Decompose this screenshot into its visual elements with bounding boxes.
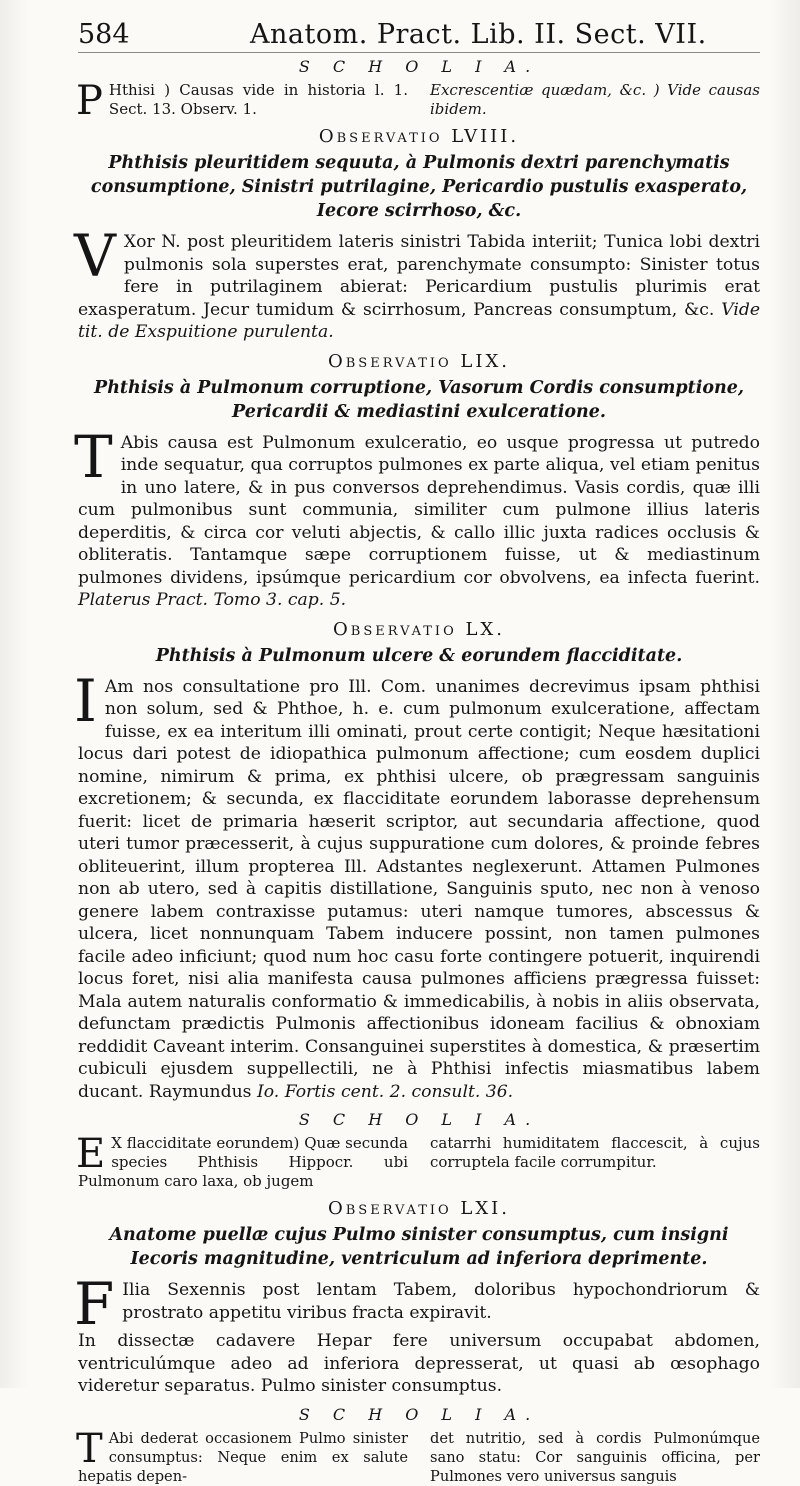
scholia-right-text: det nutritio, sed à cordis Pulmonúmque sano statu: Cor sanguinis officina, per Pulmones vero universus sanguis	[430, 1429, 760, 1485]
observation-text	[74, 222, 760, 344]
reference: Platerus Pract. Tomo 3. cap. 5.	[78, 590, 347, 610]
top-scholia-right	[430, 81, 760, 119]
observation-text	[74, 422, 760, 612]
scholia-heading: S C H O L I A.	[298, 1404, 540, 1424]
observation-text	[74, 666, 760, 1104]
dropcap: T	[76, 1425, 103, 1472]
top-scholia-left-text: Hthisi ) Causas vide in historia l. 1. Sect. 13. Observ. 1.	[108, 81, 408, 118]
observation-heading: Observatio LIX.	[328, 350, 510, 372]
dropcap: F	[74, 1270, 115, 1338]
observation-title: Phthisis pleuritidem sequuta, à Pulmonis dextri parenchymatis consumptione, Sinistri putrilagine, Pericardio pustulis exasperato, Iecore scirrhoso, &c.	[90, 153, 748, 221]
observation-body: Ilia Sexennis post lentam Tabem, doloribus hypochondriorum & prostrato appetitu viribus fracta expiravit.	[122, 1280, 760, 1323]
dropcap: I	[74, 666, 97, 735]
dropcap: V	[74, 222, 116, 290]
observation-heading: Observatio LX.	[333, 618, 505, 640]
page-header	[78, 18, 760, 53]
observation-heading: Observatio LVIII.	[318, 126, 520, 147]
dropcap: P	[76, 78, 103, 124]
scholia-heading: S C H O L I A.	[298, 1110, 540, 1129]
running-title: Anatom. Pract. Lib. II. Sect. VII.	[250, 19, 707, 50]
scholia-left	[76, 1131, 408, 1191]
scholia-right-text: catarrhi humiditatem flaccescit, à cujus corruptela facile corrumpitur.	[430, 1134, 760, 1171]
top-scholia-right-text: Excrescentiæ quædam, &c. ) Vide causas ibidem.	[430, 81, 760, 118]
page-number: 584	[78, 19, 130, 50]
observation-text-continued	[78, 1330, 760, 1398]
reference: Vide tit. de Exspuitione purulenta.	[78, 299, 760, 342]
observation-text	[74, 1270, 760, 1338]
observation-body: Am nos consultatione pro Ill. Com. unanimes decrevimus ipsam phthisi non solum, sed & Phthoe, h. e. cum pulmonum exulceratione, affectam fuisse, ex ea interitum illi ominati, prout certe contigit; Neque hæsitationi locus dari potest de idiopathica pulmonum affectione; cum eosdem duplici nomine, nimirum & prima, ex phthisi ulcere, ob prægressam sanguinis excretionem; & secunda, ex flacciditate eorundem laborasse deprehensum fuerit: licet de primaria hæserit scriptor, aut secundaria affectione, quod uteri tumor præcesserit, à cujus suppuratione cum dolores, & proinde febres obliteuerint, illum propterea Ill. Adstantes neglexerunt. Attamen Pulmones non ab utero, sed à capitis distillatione, Sanguinis sputo, nec non à venoso genere labem contraxisse putamus: uteri namque tumores, abscessus & ulcera, licet nonnunquam Tabem inducere possint, non tamen pulmones facile adeo inficiunt; quod num hoc casu forte contingere potuerit, inquirendi locus foret, nisi alia manifesta causa pulmones afficiens prægressa fuisset: Mala autem naturalis conformatio & immedicabilis, à nobis in aliis observata, defunctam prædictis Pulmonis affectionibus idoneam facilius & obnoxiam reddidit Caveant interim. Consanguinei superstites à domestica, & præsertim cubiculi ejusdem suppellectili, ne à Phthisi infectis miasmatibus labem ducant. Raymundus	[78, 676, 760, 1102]
scholia-left	[76, 1425, 408, 1486]
scholia-right	[430, 1134, 760, 1191]
observation-title: Anatome puellæ cujus Pulmo sinister consumptus, cum insigni Iecoris magnitudine, ventriculum ad inferiora deprimente.	[109, 1225, 729, 1269]
top-scholia-left	[76, 78, 408, 124]
observation-body: In dissectæ cadavere Hepar fere universum occupabat abdomen, ventriculúmque adeo ad inferiora depresserat, ut quasi ab œsophago videretur separatus. Pulmo sinister consumptus.	[78, 1331, 760, 1396]
scholia-heading: S C H O L I A.	[298, 57, 540, 76]
scholia-left-text: Abi dederat occasionem Pulmo sinister consumptus: Neque enim ex salute hepatis depen-	[78, 1429, 408, 1485]
top-scholia	[76, 78, 760, 124]
observation-body: Xor N. post pleuritidem lateris sinistri Tabida interiit; Tunica lobi dextri pulmonis sola superstes erat, parenchymate consumpto: Sinister totus fere in putrilaginem abierat: Pericardium pustulis plurimis erat exasperatum. Jecur tumidum & scirrhosum, Pancreas consumptum, &c.	[78, 232, 760, 320]
dropcap: T	[74, 422, 113, 491]
scholia-left-text: X flacciditate eorundem) Quæ secunda species Phthisis Hippocr. ubi Pulmonum caro laxa, ob jugem	[78, 1134, 408, 1190]
dropcap: E	[76, 1131, 106, 1177]
scholia-right	[430, 1429, 760, 1486]
observation-title: Phthisis à Pulmonum ulcere & eorundem flacciditate.	[155, 645, 683, 666]
scholia-block	[76, 1425, 760, 1486]
observation-heading: Observatio LXI.	[328, 1198, 510, 1219]
observation-title: Phthisis à Pulmonum corruptione, Vasorum Cordis consumptione, Pericardii & mediastini exulceratione.	[94, 377, 744, 422]
scholia-block	[76, 1131, 760, 1191]
observation-body: Abis causa est Pulmonum exulceratio, eo usque progressa ut putredo inde sequatur, qua corruptos pulmones ex parte aliqua, vel etiam penitus in uno latere, & in pus conversos deprehendimus. Vasis cordis, quæ illi cum pulmonibus sunt communia, similiter cum pulmone illius lateris deperditis, & circa cor veluti abjectis, & callo illic juxta radices occlusis & obliteratis. Tantamque sæpe corruptionem fuisse, ut & mediastinum pulmones dividens, ipsúmque pericardium cor obvolvens, ea infecta fuerint.	[78, 432, 760, 588]
reference: Io. Fortis cent. 2. consult. 36.	[256, 1081, 514, 1102]
